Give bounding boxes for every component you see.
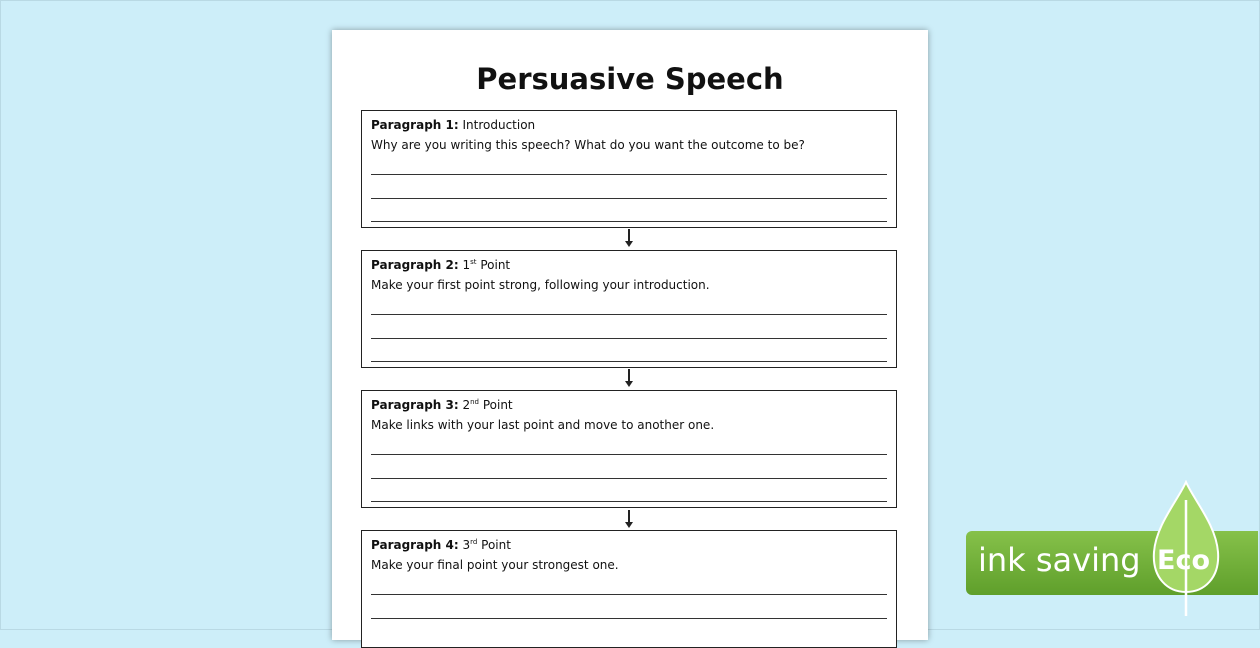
ordinal-suffix: nd (470, 398, 480, 406)
paragraph-heading (371, 538, 511, 552)
writing-line (371, 594, 887, 595)
paragraph-label: Paragraph 2: (371, 258, 459, 272)
paragraph-prompt: Why are you writing this speech? What do you want the outcome to be? (371, 138, 805, 152)
writing-line (371, 314, 887, 315)
writing-line (371, 198, 887, 199)
paragraph-box-4 (361, 530, 897, 648)
paragraph-topic-suffix: Point (479, 398, 513, 412)
paragraph-heading (371, 118, 535, 132)
page-title: Persuasive Speech (476, 62, 784, 96)
writing-line (371, 478, 887, 479)
ordinal-suffix: rd (470, 538, 478, 546)
writing-line (371, 338, 887, 339)
paragraph-topic-suffix: Point (477, 538, 511, 552)
paragraph-topic-suffix: Point (476, 258, 511, 272)
paragraph-box-2 (361, 250, 897, 368)
worksheet-page (332, 30, 928, 640)
ordinal-suffix: st (470, 258, 477, 266)
paragraph-topic: 2 (462, 398, 471, 412)
writing-line (371, 174, 887, 175)
writing-line (371, 221, 887, 222)
paragraph-label: Paragraph 3: (371, 398, 459, 412)
paragraph-topic: Introduction (462, 118, 536, 132)
paragraph-heading (371, 398, 513, 412)
paragraph-prompt: Make links with your last point and move to another one. (371, 418, 715, 432)
eco-label: Eco (1157, 545, 1210, 576)
paragraph-label: Paragraph 1: (371, 118, 459, 132)
paragraph-box-3 (361, 390, 897, 508)
paragraph-heading (371, 258, 510, 272)
paragraph-topic: 1 (462, 258, 471, 272)
paragraph-box-1 (361, 110, 897, 228)
writing-line (371, 454, 887, 455)
paragraph-label: Paragraph 4: (371, 538, 459, 552)
paragraph-prompt: Make your final point your strongest one. (371, 558, 619, 572)
ink-saving-text: ink saving (978, 541, 1141, 579)
paragraph-prompt: Make your first point strong, following your introduction. (371, 278, 710, 292)
paragraph-topic: 3 (462, 538, 471, 552)
writing-line (371, 361, 887, 362)
writing-line (371, 501, 887, 502)
writing-line (371, 618, 887, 619)
